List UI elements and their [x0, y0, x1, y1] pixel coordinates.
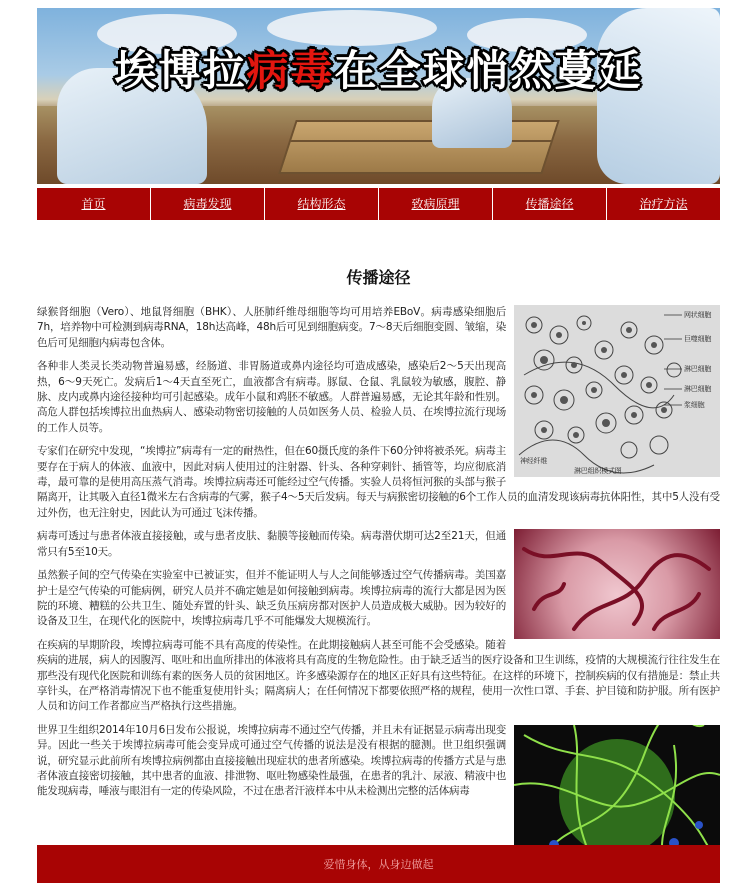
- nav-structure[interactable]: 结构形态: [265, 188, 379, 220]
- article-body: [37, 305, 720, 800]
- wooden-coffin: [278, 120, 560, 174]
- nav-pathogenesis[interactable]: 致病原理: [379, 188, 493, 220]
- banner-title: [37, 38, 720, 98]
- virus-render-icon: [514, 725, 720, 863]
- nav-home[interactable]: 首页: [37, 188, 151, 220]
- paragraph: 专家们在研究中发现，“埃博拉”病毒有一定的耐热性，但在60摄氏度的条件下60分钟将被杀死。病毒主要存在于病人的体液、血液中，因此对病人使用过的注射器、针头、各种穿刺针、插管等，均应彻底消毒，最可靠的是使用高压蒸气消毒。埃博拉病毒还可能经过空气传播。实验人员将恒河猴的头部与猴子隔离开，让其吸入直径1微米左右含病毒的气雾，猴子4～5天后发病。每天与病猴密切接触的6个工作人员的血清发现该病毒抗体阳性，其中5人没有受过外伤，也无注射史，因此认为可通过飞沫传播。: [37, 445, 720, 519]
- header-banner: [37, 8, 720, 184]
- main-nav: [37, 188, 720, 220]
- diagram-label: 巨噬细胞: [684, 335, 712, 343]
- diagram-label: 神经纤维: [520, 457, 548, 465]
- banner-title-part3: 在全球悄然蔓延: [334, 46, 643, 95]
- footer-slogan: 爱惜身体，从身边做起: [323, 858, 434, 871]
- diagram-label: 淋巴细胞: [684, 385, 712, 393]
- paragraph: 世界卫生组织2014年10月6日发布公报说，埃博拉病毒不通过空气传播，并且未有证据显示病毒出现变异。因此一些关于埃博拉病毒可能会变异成可通过空气传播的说法是没有根据的臆测。世卫组织强调说，研究显示此前所有埃博拉病例都由直接接触出现症状的患者所感染。埃博拉病毒的传播方式是与患者体液直接密切接触，其中患者的血液、排泄物、呕吐物感染性最强，在患者的乳汁、尿液、精液中也能发现病毒，唾液与眼泪有一定的传染风险，不过在患者汗液样本中从未检测出完整的活体病毒: [37, 723, 506, 798]
- paragraph: 在疾病的早期阶段，埃博拉病毒可能不具有高度的传染性。在此期接触病人甚至可能不会受感染。随着疾病的进展，病人的因腹泻、呕吐和出血所排出的体液将具有高度的生物危险性。由于缺乏适当的医疗设备和卫生训练，疫情的大规模流行往往发生在那些没有现代化医院和训练有素的医务人员的贫困地区。许多感染源存在的地区正好具有这些特征。在这样的环境下，控制疾病的仅有措施是：禁止共享针头，在严格消毒情况下也不能重复使用针头；隔离病人；在任何情况下都要依照严格的规程，使用一次性口罩、手套、护目镜和防护服。所有医护人员和访问工作者都应当严格执行这些措施。: [37, 638, 720, 713]
- banner-title-highlight: 病毒: [246, 46, 335, 95]
- cell-sketch-icon: [514, 305, 720, 477]
- paragraph: 病毒可透过与患者体液直接接触，或与患者皮肤、黏膜等接触而传染。病毒潜伏期可达2至21天，但通常只有5至10天。: [37, 530, 506, 558]
- paragraph: 虽然猴子间的空气传染在实验室中已被证实，但并不能证明人与人之间能够透过空气传播病毒。美国嘉护士是空气传染的可能病例，研究人员并不确定她是如何接触到病毒。埃博拉病毒的流行大都是因为医院的环境、糟糕的公共卫生、随处弃置的针头、缺乏负压病房都对医护人员造成极大威胁。因为较好的设备及卫生，在现代化的医院中，埃博拉病毒几乎不可能爆发大规模流行。: [37, 569, 506, 628]
- diagram-label: 淋巴细胞: [684, 365, 712, 373]
- diagram-label: 浆细胞: [684, 401, 705, 409]
- paragraph: 各种非人类灵长类动物普遍易感，经肠道、非胃肠道或鼻内途径均可造成感染，感染后2～5天出现高热，6～9天死亡。发病后1～4天直至死亡，血液都含有病毒。豚鼠、仓鼠、乳鼠较为敏感，腹腔、静脉、皮内或鼻内途径接种均可引起感染。成年小鼠和鸡胚不敏感。人群普遍易感，无论其年龄和性别。高危人群包括埃博拉出血热病人、感染动物密切接触的人员如医务人员、检验人员、在埃博拉流行现场的工作人员等。: [37, 360, 506, 434]
- virus-filament-icon: [514, 529, 720, 639]
- paragraph: 绿猴肾细胞（Vero）、地鼠肾细胞（BHK）、人胚肺纤维母细胞等均可用培养EBoV。病毒感染细胞后7h，培养物中可检测到病毒RNA，18h达高峰，48h后可见到细胞病变。7～8天后细胞变圆、皱缩，染色后可见细胞内病毒包含体。: [37, 306, 506, 349]
- lymph-tissue-diagram: [514, 305, 720, 477]
- nav-treatment[interactable]: 治疗方法: [639, 197, 688, 211]
- footer-bar: [37, 845, 720, 883]
- banner-title-part1: 埃博拉: [114, 46, 247, 95]
- diagram-caption: 淋巴组织模式图: [574, 467, 622, 475]
- nav-transmission[interactable]: 传播途径: [493, 188, 607, 220]
- ebola-virus-micrograph: [514, 529, 720, 639]
- page-title: 传播途径: [346, 268, 411, 287]
- diagram-label: 网状细胞: [684, 311, 712, 319]
- ebola-virus-3d-render: [514, 725, 720, 863]
- nav-virus-discovery[interactable]: 病毒发现: [151, 188, 265, 220]
